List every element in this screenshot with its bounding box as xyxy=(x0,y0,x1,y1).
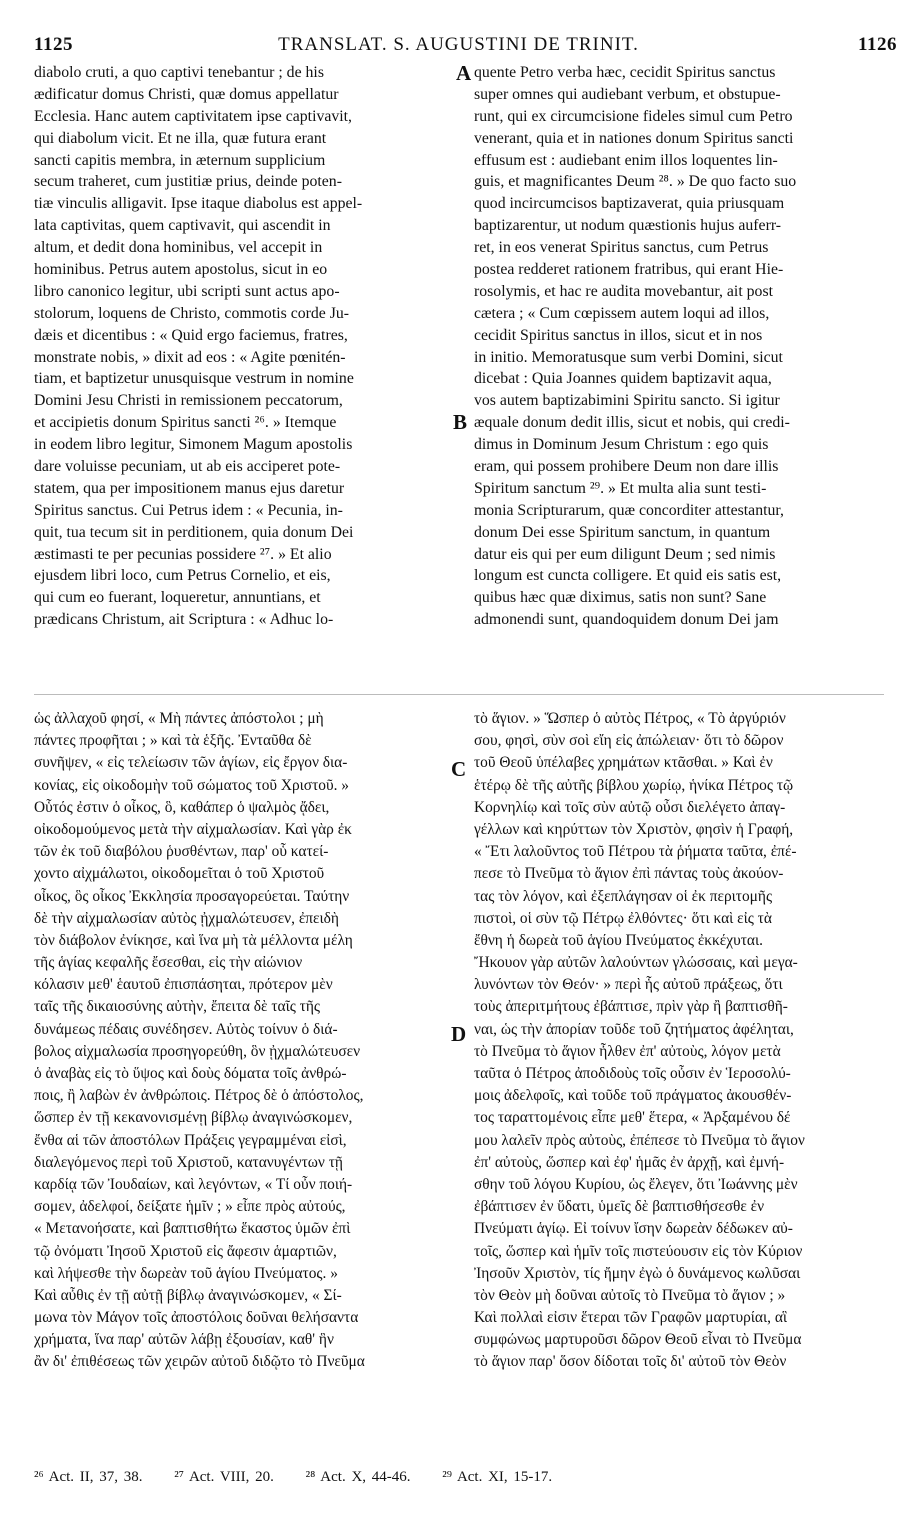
text-line: οἶκος, ὃς οἶκος Ἐκκλησία προσαγορεύεται. Ταύτην xyxy=(34,887,350,905)
running-title: TRANSLAT. S. AUGUSTINI DE TRINIT. xyxy=(278,34,639,55)
text-line: χοντο αἰχμάλωτοι, οἰκοδομεῖται ὁ τοῦ Χριστοῦ xyxy=(34,865,325,883)
text-line: ναι, ὡς τὴν ἀπορίαν τοῦδε τοῦ ζητήματος ἀφέληται, xyxy=(474,1020,794,1038)
text-line: σου, φησὶ, σὺν σοὶ εἴη εἰς ἀπώλειαν· ὅτι τὸ δῶρον xyxy=(474,732,784,750)
text-line: statem, qua per impositionem manus ejus daretur xyxy=(34,479,345,497)
text-line: τος ταραττομένοις εἶπε μεθ' ἕτερα, « Ἀρξαμένου δέ xyxy=(474,1109,791,1127)
page-number-right: 1126 xyxy=(858,34,897,55)
text-line: Ἰησοῦν Χριστὸν, τίς ἤμην ἐγὼ ὁ δυνάμενος κωλῦσαι xyxy=(474,1264,801,1282)
text-line: διαλεγόμενος περὶ τοῦ Χριστοῦ, κατανυγέντων τῇ xyxy=(34,1153,343,1171)
text-line: καὶ λήψεσθε τὴν δωρεὰν τοῦ ἁγίου Πνεύματος. » xyxy=(34,1264,338,1282)
text-line: longum est cuncta colligere. Et quid eis satis est, xyxy=(474,567,782,585)
text-line: δὲ τὴν αἰχμαλωσίαν αὐτὸς ᾐχμαλώτευσεν, ἐπειδὴ xyxy=(34,909,339,927)
text-line: ἔθνη ἡ δωρεὰ τοῦ ἁγίου Πνεύματος ἐκκέχυται. xyxy=(474,931,763,949)
text-line: τῶν ἐκ τοῦ διαβόλου ῥυσθέντων, παρ' οὗ κατεί- xyxy=(34,843,329,861)
text-line: ἑτέρῳ δὲ τῆς αὐτῆς βίβλου χωρίῳ, ἡνίκα Πέτρος τῷ xyxy=(474,776,794,794)
text-line: tiæ vinculis alligavit. Ipse itaque diabolus est appel- xyxy=(34,195,363,213)
text-line: χρήματα, ἵνα παρ' αὐτῶν λάβῃ ἐξουσίαν, καθ' ἣν xyxy=(34,1331,334,1349)
text-line: venerant, quia et in nationes donum Spiritus sancti xyxy=(474,129,794,147)
text-line: libro canonico legitur, ubi scripti sunt actus apo- xyxy=(34,282,340,300)
text-line: stolorum, loquens de Christo, commotis corde Ju- xyxy=(34,304,350,322)
text-line: diabolo cruti, a quo captivi tenebantur ; de his xyxy=(34,64,324,81)
text-line: æquale donum dedit illis, sicut et nobis, qui credi- xyxy=(474,414,790,432)
text-line: δυνάμεως πέδαις συνέδησεν. Αὐτὸς τοίνυν ὁ διά- xyxy=(34,1020,338,1038)
text-line: τὸ Πνεῦμα τὸ ἅγιον ἦλθεν ἐπ' αὐτοὺς, λόγον μετὰ xyxy=(474,1042,781,1060)
text-line: τὸ ἅγιον. » Ὥσπερ ὁ αὐτὸς Πέτρος, « Τὸ ἀργύριόν xyxy=(474,710,786,727)
text-line: ὡς ἀλλαχοῦ φησί, « Μὴ πάντες ἀπόστολοι ; μὴ xyxy=(34,710,324,727)
text-line: γέλλων καὶ κηρύττων τὸν Χριστὸν, φησὶν ἡ Γραφή, xyxy=(474,820,794,838)
margin-mark-b: B xyxy=(453,410,468,434)
text-line: ταῦτα ὁ Πέτρος ἀποδιδοὺς τοῖς οὖσιν ἐν Ἱεροσολύ- xyxy=(474,1065,791,1082)
text-line: ὁ ἀναβὰς εἰς τὸ ὕψος καὶ δοὺς δόματα τοῖς ἀνθρώ- xyxy=(34,1065,347,1082)
text-line: Πνεύματι ἁγίῳ. Εἰ τοίνυν ἴσην δωρεὰν δέδωκεν αὐ- xyxy=(474,1220,793,1238)
text-line: τὸν Θεὸν μὴ δοῦναι αὐτοῖς τὸ Πνεῦμα τὸ ἅγιον ; » xyxy=(474,1286,786,1304)
text-line: dimus in Dominum Jesum Christum : ego quis xyxy=(474,436,769,454)
text-line: lata captivitas, quem captivavit, qui ascendit in xyxy=(34,217,331,235)
text-line: « Ἔτι λαλοῦντος τοῦ Πέτρου τὰ ῥήματα ταῦτα, ἐπέ- xyxy=(474,843,797,861)
text-line: κονίας, εἰς οἰκοδομὴν τοῦ σώματος τοῦ Χριστοῦ. » xyxy=(34,776,349,794)
text-line: quit, tua tecum sit in perditionem, quia donum Dei xyxy=(34,523,354,541)
text-line: prædicans Christum, ait Scriptura : « Adhuc lo- xyxy=(34,611,334,629)
text-line: eram, qui possem prohibere Deum non dare illis xyxy=(474,458,779,476)
text-line: συμφώνως μαρτυροῦσι δῶρον Θεοῦ εἶναι τὸ Πνεῦμα xyxy=(474,1331,802,1349)
text-line: effusum est : audiebant enim illos loquentes lin- xyxy=(474,151,778,169)
text-line: ταῖς τῆς δικαιοσύνης αὐτὴν, ἔπειτα δὲ ταῖς τῆς xyxy=(34,998,321,1016)
footnote: ²⁹ Act. XI, 15-17. xyxy=(442,1469,553,1485)
text-line: guis, et magnificantes Deum ²⁸. » De quo facto suo xyxy=(474,173,797,191)
text-line: πεσε τὸ Πνεῦμα τὸ ἅγιον ἐπὶ πάντας τοὺς ἀκούον- xyxy=(474,865,784,883)
text-line: Ecclesia. Hanc autem captivitatem ipse captivavit, xyxy=(34,107,352,125)
text-line: Ἤκουον γὰρ αὐτῶν λαλούντων γλώσσαις, καὶ μεγα- xyxy=(474,954,798,972)
text-line: dare voluisse pecuniam, ut ab eis acciperet pote- xyxy=(34,458,341,476)
text-line: σομεν, ἀδελφοί, δείξατε ἡμῖν ; » εἶπε πρὸς αὐτούς, xyxy=(34,1198,346,1216)
footnote: ²⁸ Act. X, 44-46. xyxy=(305,1469,411,1485)
text-line: τῷ ὀνόματι Ἰησοῦ Χριστοῦ εἰς ἄφεσιν ἁμαρτιῶν, xyxy=(34,1242,337,1260)
text-line: æstimasti te per pecunias possidere ²⁷. » Et alio xyxy=(34,545,332,563)
text-line: baptizarentur, ut nodum quæstionis hujus auferr- xyxy=(474,217,782,235)
text-line: κόλασιν μεθ' ἑαυτοῦ ἐπισπάσηται, πρότερον μὲν xyxy=(34,976,333,994)
text-line: monia Scripturarum, quæ concorditer attestantur, xyxy=(474,501,784,519)
text-line: quod incircumcisos baptizaverat, quia priusquam xyxy=(474,195,785,213)
text-line: hominibus. Petrus autem apostolus, sicut in eo xyxy=(34,261,328,279)
text-line: dicebat : Quia Joannes quidem baptizavit aqua, xyxy=(474,370,772,388)
text-line: Οὗτός ἐστιν ὁ οἶκος, ὃ, καθάπερ ὁ ψαλμὸς ᾄδει, xyxy=(34,798,330,816)
text-line: μου λαλεῖν πρὸς αὐτοὺς, ἐπέπεσε τὸ Πνεῦμα τὸ ἅγιον xyxy=(474,1131,805,1149)
text-line: τοῖς, ὥσπερ καὶ ἡμῖν τοῖς πιστεύουσιν εἰς τὸν Κύριον xyxy=(474,1242,803,1260)
footnotes xyxy=(34,1469,884,1486)
text-line: in initio. Memoratusque sum verbi Domini, sicut xyxy=(474,348,783,366)
text-line: runt, qui ex circumcisione fideles simul cum Petro xyxy=(474,107,793,125)
text-line: Καὶ πολλαὶ εἰσιν ἕτεραι τῶν Γραφῶν μαρτυρίαι, αἳ xyxy=(474,1309,788,1327)
text-line: cætera ; « Cum cœpissem autem loqui ad illos, xyxy=(474,304,770,322)
text-line: τοὺς ἀπεριτμήτους ἐβάπτισε, πρὶν γὰρ ἢ βαπτισθῆ- xyxy=(474,998,788,1016)
text-line: ejusdem libri loco, cum Petrus Cornelio, et eis, xyxy=(34,567,331,585)
text-line: μοις ἀδελφοῖς, καὶ τοῦδε τοῦ πράγματος ἀκουσθέν- xyxy=(474,1087,792,1105)
text-line: ἂν δι' ἐπιθέσεως τῶν χειρῶν αὐτοῦ διδῷτο τὸ Πνεῦμα xyxy=(34,1353,365,1371)
text-line: τὸν διάβολον ἐνίκησε, καὶ ἵνα μὴ τὰ μέλλοντα μέλη xyxy=(34,931,353,949)
text-line: σθην τοῦ λόγου Κυρίου, ὡς ἔλεγεν, ὅτι Ἰωάννης μὲν xyxy=(474,1175,798,1193)
text-line: quente Petro verba hæc, cecidit Spiritus sanctus xyxy=(474,64,776,81)
text-line: ret, in eos venerat Spiritus sanctus, cum Petrus xyxy=(474,239,769,257)
text-line: μωνα τὸν Μάγον τοῖς ἀποστόλοις δοῦναι θελήσαντα xyxy=(34,1309,359,1327)
footnote: ²⁷ Act. VIII, 20. xyxy=(174,1469,274,1485)
latin-column-left xyxy=(34,62,444,631)
text-line: τῆς ἁγίας κεφαλῆς ἔσεσθαι, εἰς τὴν αἰώνιον xyxy=(34,954,303,972)
latin-column-right xyxy=(474,62,884,631)
footnote: ²⁶ Act. II, 37, 38. xyxy=(34,1469,143,1485)
text-line: Spiritum sanctum ²⁹. » Et multa alia sunt testi- xyxy=(474,479,767,497)
greek-column-left xyxy=(34,708,444,1374)
text-line: « Μετανοήσατε, καὶ βαπτισθήτω ἕκαστος ὑμῶν ἐπὶ xyxy=(34,1220,351,1238)
text-line: βολος αἰχμαλωσία προσηγορεύθη, ὃν ᾐχμαλώτευσεν xyxy=(34,1042,361,1060)
text-line: super omnes qui audiebant verbum, et obstupue- xyxy=(474,85,781,103)
text-line: postea redderet rationem fratribus, qui erant Hie- xyxy=(474,261,784,279)
text-line: secum traheret, cum justitiæ prius, deinde poten- xyxy=(34,173,342,191)
text-line: συνῆψεν, « εἰς τελείωσιν τῶν ἁγίων, εἰς ἔργον δια- xyxy=(34,754,348,772)
text-line: ἔνθα αἱ τῶν ἀποστόλων Πράξεις γεγραμμέναι εἰσὶ, xyxy=(34,1131,347,1149)
text-line: qui cum eo fuerant, loqueretur, annuntians, et xyxy=(34,589,321,607)
text-line: ἐβάπτισεν ἐν ὕδατι, ὑμεῖς δὲ βαπτισθήσεσθε ἐν xyxy=(474,1198,765,1216)
text-line: dæis et dicentibus : « Quid ergo faciemus, fratres, xyxy=(34,326,348,344)
text-line: qui diabolum vicit. Et ne illa, quæ futura erant xyxy=(34,129,327,147)
text-line: et accipietis donum Spiritus sancti ²⁶. » Itemque xyxy=(34,414,337,432)
text-line: datur eis qui per eum diligunt Deum ; sed nimis xyxy=(474,545,776,563)
margin-mark-a: A xyxy=(456,61,472,85)
text-line: cecidit Spiritus sanctus in illos, sicut et in nos xyxy=(474,326,763,344)
text-line: πάντες προφῆται ; » καὶ τὰ ἑξῆς. Ἐνταῦθα δὲ xyxy=(34,732,312,750)
text-line: ædificatur domus Christi, quæ domus appellatur xyxy=(34,85,339,103)
text-line: rosolymis, et hac re audita movebantur, ait post xyxy=(474,282,773,300)
text-line: καρδίᾳ τῶν Ἰουδαίων, καὶ λεγόντων, « Τί οὖν ποιή- xyxy=(34,1175,353,1193)
section-divider xyxy=(34,694,884,695)
text-line: monstrate nobis, » dixit ad eos : « Agite pœnitén- xyxy=(34,348,346,366)
text-line: οἰκοδομούμενος μετὰ τὴν αἰχμαλωσίαν. Καὶ γὰρ ἐκ xyxy=(34,820,352,838)
text-line: Κορνηλίῳ καὶ τοῖς σὺν αὐτῷ οὖσι διελέγετο ἀπαγ- xyxy=(474,798,786,816)
text-line: sancti capitis membra, in æternum supplicium xyxy=(34,151,326,169)
text-line: vos autem baptizabimini Spiritu sancto. Si igitur xyxy=(474,392,780,410)
text-line: Καὶ αὖθις ἐν τῇ αὐτῇ βίβλῳ ἀναγινώσκομεν, « Σί- xyxy=(34,1286,342,1304)
text-line: ὥσπερ ἐν τῇ κεκανονισμένῃ βίβλῳ ἀναγινώσκομεν, xyxy=(34,1109,353,1127)
text-line: tiam, et baptizetur unusquisque vestrum in nomine xyxy=(34,370,354,388)
page-number-left: 1125 xyxy=(34,34,73,55)
margin-mark-c: C xyxy=(451,757,467,781)
text-line: admonendi sunt, quandoquidem donum Dei jam xyxy=(474,611,779,629)
text-line: altum, et dedit dona hominibus, vel accepit in xyxy=(34,239,323,257)
text-line: τοῦ Θεοῦ ὑπέλαβες χρημάτων κτᾶσθαι. » Καὶ ἐν xyxy=(474,754,773,772)
text-line: ποις, ἢ λαβὼν ἐν ἀνθρώποις. Πέτρος δὲ ὁ ἀπόστολος, xyxy=(34,1087,364,1105)
text-line: τὸ ἅγιον παρ' ὅσον δίδοται τοῖς δι' αὐτοῦ τὸν Θεὸν xyxy=(474,1353,787,1371)
text-line: Domini Jesu Christi in remissionem peccatorum, xyxy=(34,392,343,410)
margin-mark-d: D xyxy=(451,1022,467,1046)
text-line: donum Dei esse Spiritum sanctum, in quantum xyxy=(474,523,771,541)
greek-column-right xyxy=(474,708,884,1374)
text-line: ἐπ' αὐτοὺς, ὥσπερ καὶ ἐφ' ἡμᾶς ἐν ἀρχῇ, καὶ ἐμνή- xyxy=(474,1153,785,1171)
text-line: λυνόντων τὸν Θεόν· » περὶ ἧς αὐτοῦ πράξεως, ὅτι xyxy=(474,976,783,994)
text-line: Spiritus sanctus. Cui Petrus idem : « Pecunia, in- xyxy=(34,501,343,519)
text-line: πιστοὶ, οἱ σὺν τῷ Πέτρῳ ἐλθόντες· ὅτι καὶ εἰς τὰ xyxy=(474,909,772,927)
text-line: quibus hæc quæ diximus, satis non sunt? Sane xyxy=(474,589,767,607)
text-line: τας τὸν λόγον, καὶ ἐξεπλάγησαν οἱ ἐκ περιτομῆς xyxy=(474,887,773,905)
text-line: in eodem libro legitur, Simonem Magum apostolis xyxy=(34,436,353,454)
